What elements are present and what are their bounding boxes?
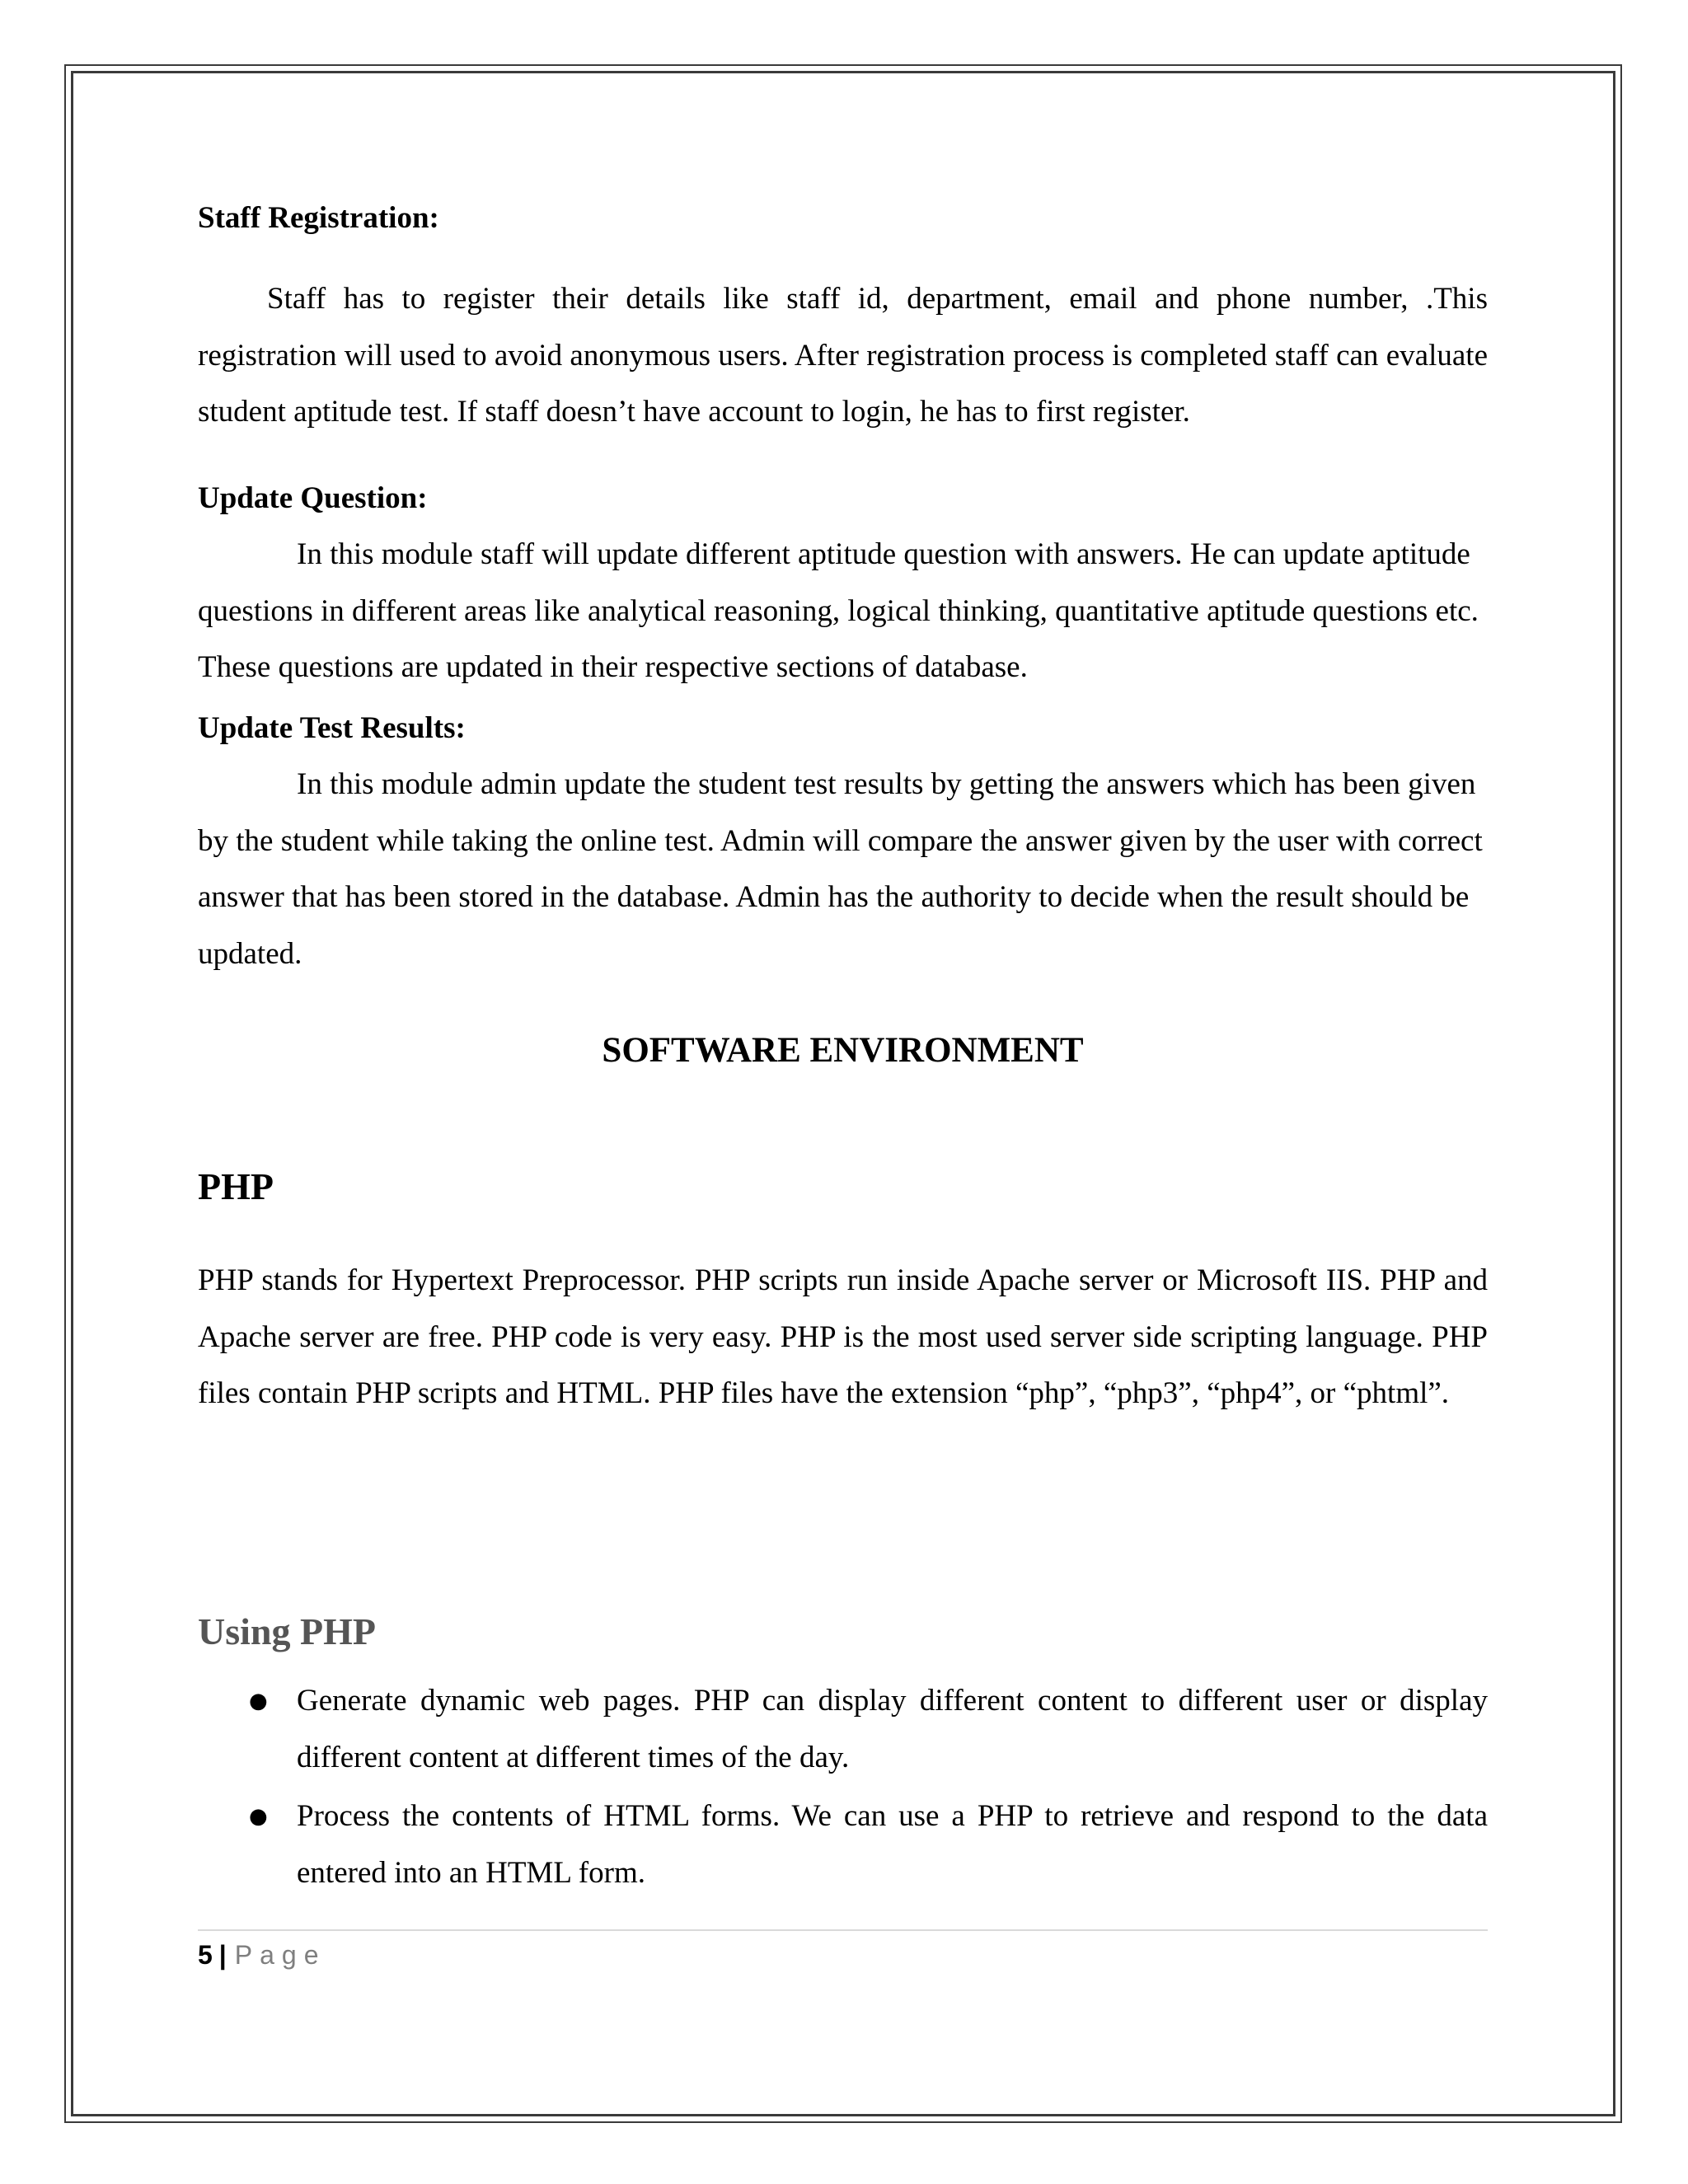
page-label: Page <box>234 1940 326 1970</box>
php-heading: PHP <box>198 1165 274 1207</box>
bullet-dot-icon: ● <box>249 1689 268 1713</box>
footer-separator: | <box>218 1940 227 1970</box>
using-php-heading: Using PHP <box>198 1610 376 1652</box>
update-question-heading: Update Question: <box>198 481 428 515</box>
bullet-dot-icon: ● <box>249 1804 268 1829</box>
page-number: 5 <box>198 1940 213 1970</box>
list-item <box>198 1788 1488 1901</box>
using-php-list <box>198 1673 1488 1904</box>
staff-registration-paragraph: Staff has to register their details like staff id, department, email and phone number, .This registration will used to avoid anonymous users. After registration process is completed staff can evaluate student aptitude test. If staff doesn’t have account to login, he has to first register. <box>198 282 1488 429</box>
update-test-results-heading: Update Test Results: <box>198 711 466 745</box>
footer-rule <box>198 1929 1488 1931</box>
update-test-results-paragraph: In this module admin update the student test results by getting the answers which has been given by the student while taking the online test. Admin will compare the answer given by the user with correct answer that has been stored in the database. Admin has the authority to decide when the result should be updated. <box>198 767 1483 971</box>
php-paragraph: PHP stands for Hypertext Preprocessor. PHP scripts run inside Apache server or Microsoft IIS. PHP and Apache server are free. PHP code is very easy. PHP is the most used server side scripting language. PHP files contain PHP scripts and HTML. PHP files have the extension “php”, “php3”, “php4”, or “phtml”. <box>198 1263 1488 1410</box>
list-item <box>198 1673 1488 1786</box>
update-question-paragraph: In this module staff will update different aptitude question with answers. He can update aptitude questions in different areas like analytical reasoning, logical thinking, quantitative aptitude questions etc. These questions are updated in their respective sections of database. <box>198 537 1479 684</box>
list-item-text: Process the contents of HTML forms. We can use a PHP to retrieve and respond to the data entered into an HTML form. <box>297 1799 1488 1890</box>
page-footer <box>198 1938 326 1971</box>
list-item-text: Generate dynamic web pages. PHP can display different content to different user or display different content at different times of the day. <box>297 1684 1488 1774</box>
staff-registration-heading: Staff Registration: <box>198 201 439 235</box>
software-environment-title: SOFTWARE ENVIRONMENT <box>602 1031 1084 1070</box>
